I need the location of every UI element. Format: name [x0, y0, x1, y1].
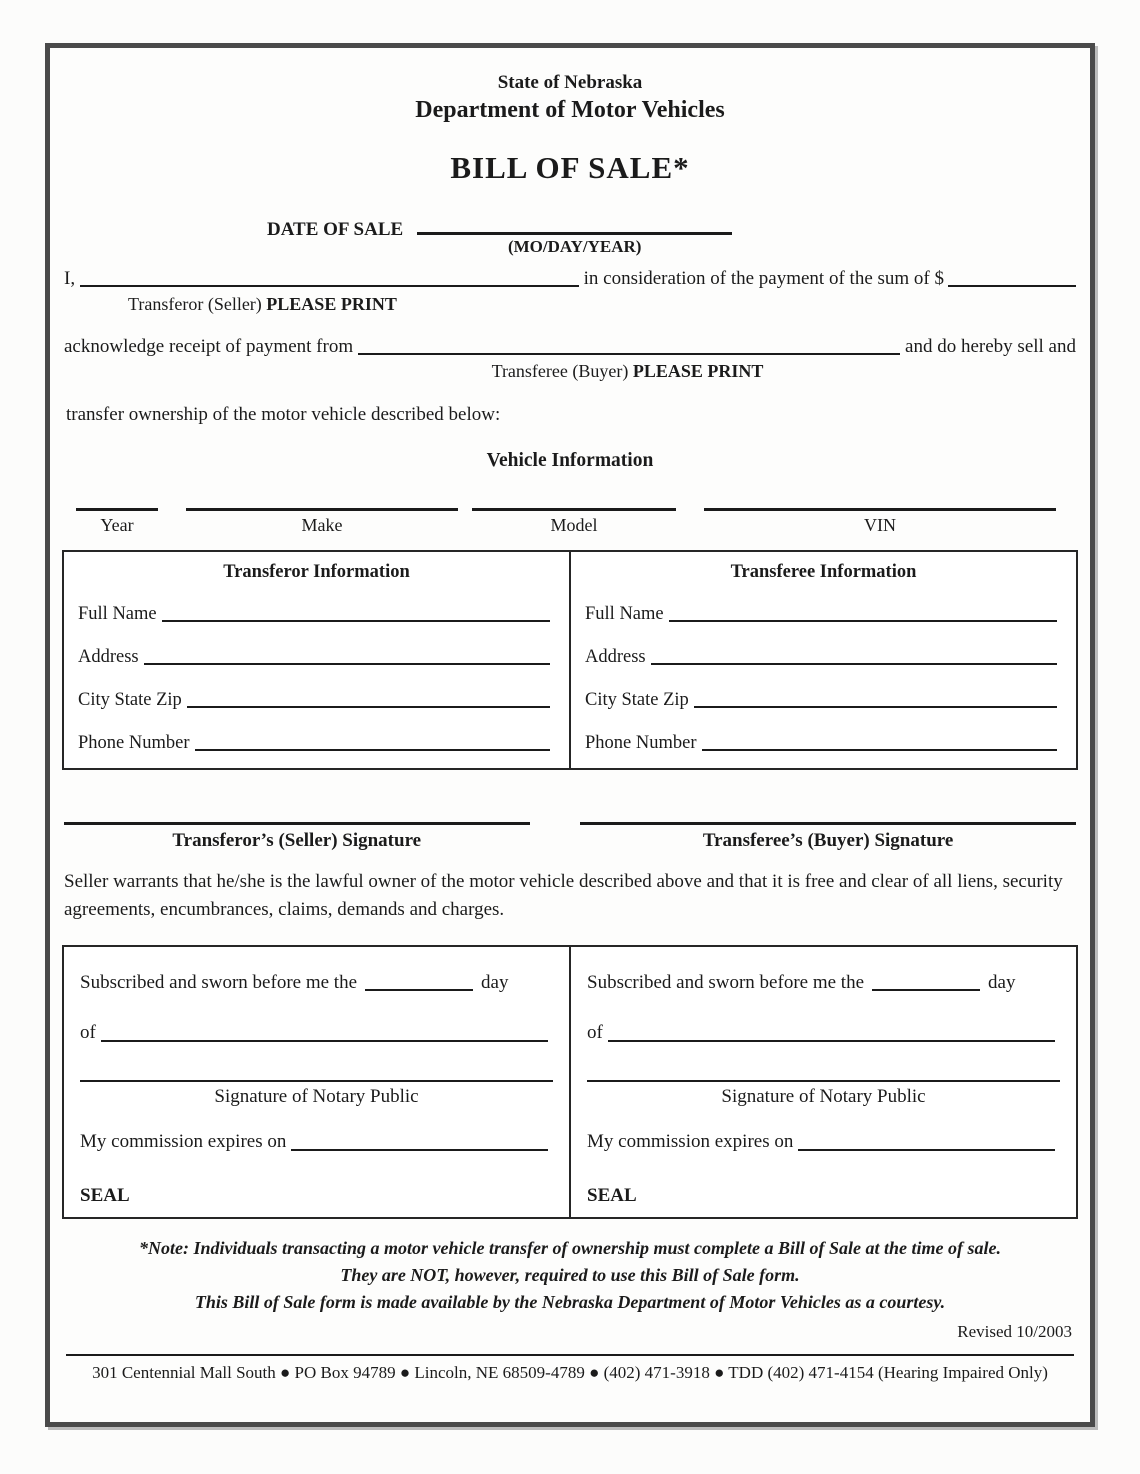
- warranty-paragraph: Seller warrants that he/she is the lawful owner of the motor vehicle described above and that it is free and clear of all liens, security agreements, encumbrances, claims, demands and charges.: [64, 870, 1063, 920]
- buyer-signature-field[interactable]: [580, 822, 1076, 825]
- buyer-caption-print: PLEASE PRINT: [632, 360, 764, 381]
- transferee-fullname-label: Full Name: [585, 603, 664, 624]
- buyer-name-field[interactable]: [358, 353, 900, 355]
- buyer-signature-group: [580, 822, 1076, 852]
- buyer-commission-field[interactable]: [798, 1149, 1055, 1151]
- footnote-block: [62, 1235, 1078, 1316]
- vehicle-vin-group: [704, 508, 1056, 536]
- consideration-label: in consideration of the payment of the sum of $: [583, 268, 944, 289]
- seller-caption: [128, 294, 1078, 315]
- buyer-signature-label: Transferee’s (Buyer) Signature: [702, 829, 954, 851]
- buyer-sworn-day-field[interactable]: [872, 987, 980, 991]
- transferee-fullname-field[interactable]: [669, 620, 1057, 622]
- seller-name-field[interactable]: [80, 285, 579, 287]
- date-of-sale-linewrap: [417, 218, 732, 256]
- seller-notary-signature-field[interactable]: [80, 1080, 553, 1082]
- vehicle-section-title: Vehicle Information: [486, 449, 654, 471]
- date-of-sale-row: [267, 218, 1078, 256]
- seller-notary-cell: [64, 947, 569, 1217]
- buyer-sworn-row: [587, 971, 1060, 996]
- commission-label: My commission expires on: [80, 1130, 287, 1152]
- transferee-info-title: Transferee Information: [730, 561, 917, 582]
- date-of-sale-label: DATE OF SALE: [267, 219, 404, 240]
- transferee-citystatezip-field[interactable]: [694, 706, 1057, 708]
- transferor-citystatezip-field[interactable]: [187, 706, 550, 708]
- transferor-phone-label: Phone Number: [78, 732, 190, 753]
- footnote-line-2: They are NOT, however, required to use this Bill of Sale form.: [340, 1264, 800, 1285]
- sworn-prefix-label: Subscribed and sworn before me the: [80, 971, 358, 993]
- buyer-notary-signature-label: Signature of Notary Public: [721, 1085, 926, 1107]
- buyer-commission-row: [587, 1130, 1060, 1155]
- seller-signature-label: Transferor’s (Seller) Signature: [172, 829, 422, 851]
- vehicle-vin-label: VIN: [864, 514, 896, 535]
- form-border-frame: [45, 43, 1095, 1427]
- sworn-day-label: day: [988, 971, 1016, 993]
- sell-suffix-label: and do hereby sell and: [905, 335, 1076, 357]
- date-format-caption: (MO/DAY/YEAR): [507, 237, 642, 256]
- seller-seal-label: SEAL: [80, 1184, 130, 1206]
- transferee-citystatezip-row: [585, 689, 1062, 712]
- sale-amount-field[interactable]: [948, 283, 1076, 287]
- of-label: of: [80, 1022, 96, 1044]
- acknowledge-label: acknowledge receipt of payment from: [64, 335, 354, 357]
- sworn-prefix-label: Subscribed and sworn before me the: [587, 971, 865, 993]
- vehicle-make-label: Make: [301, 514, 343, 535]
- buyer-sworn-month-field[interactable]: [608, 1040, 1055, 1042]
- seller-caption-print: PLEASE PRINT: [266, 293, 397, 314]
- transferee-address-field[interactable]: [651, 663, 1057, 665]
- buyer-notary-cell: [569, 947, 1076, 1217]
- transferor-fullname-row: [78, 603, 555, 626]
- transferor-fullname-label: Full Name: [78, 603, 157, 624]
- footnote-line-1: *Note: Individuals transacting a motor vehicle transfer of ownership must complete a Bill of Sale at the time of sale.: [138, 1237, 1001, 1258]
- buyer-sworn-month-row: [587, 1021, 1060, 1046]
- date-of-sale-field[interactable]: [417, 218, 732, 235]
- signatures-row: [62, 822, 1078, 852]
- revision-date: Revised 10/2003: [957, 1321, 1072, 1341]
- transferor-phone-row: [78, 732, 555, 755]
- buyer-seal-label: SEAL: [587, 1184, 637, 1206]
- of-label: of: [587, 1022, 603, 1044]
- seller-sworn-month-row: [80, 1021, 553, 1046]
- vehicle-vin-field[interactable]: [704, 508, 1056, 511]
- seller-commission-row: [80, 1130, 553, 1155]
- transferee-phone-field[interactable]: [702, 749, 1058, 751]
- buyer-caption-role: Transferee (Buyer): [491, 360, 629, 381]
- buyer-payment-row: [62, 335, 1078, 359]
- seller-sworn-day-field[interactable]: [365, 987, 473, 991]
- buyer-notary-signature-field[interactable]: [587, 1080, 1060, 1082]
- transferor-address-label: Address: [78, 646, 139, 667]
- transferor-citystatezip-label: City State Zip: [78, 689, 182, 710]
- vehicle-fields-row: [62, 508, 1078, 536]
- vehicle-model-label: Model: [550, 514, 598, 535]
- vehicle-model-field[interactable]: [472, 508, 676, 511]
- transferee-fullname-row: [585, 603, 1062, 626]
- seller-caption-role: Transferor (Seller): [128, 293, 262, 314]
- transferor-address-field[interactable]: [144, 663, 550, 665]
- seller-signature-group: [64, 822, 530, 852]
- vehicle-year-group: [76, 508, 158, 536]
- seller-signature-field[interactable]: [64, 822, 530, 825]
- transferee-info-cell: [569, 552, 1076, 768]
- buyer-caption: [62, 361, 1078, 382]
- notary-table: [62, 945, 1078, 1219]
- vehicle-make-group: [186, 508, 458, 536]
- transfer-ownership-text: transfer ownership of the motor vehicle described below:: [66, 403, 501, 425]
- i-prefix-label: I,: [64, 268, 76, 289]
- agency-state-name: State of Nebraska: [497, 72, 643, 93]
- party-info-table: [62, 550, 1078, 770]
- transferor-info-cell: [64, 552, 569, 768]
- transferor-phone-field[interactable]: [195, 749, 551, 751]
- footnote-line-3: This Bill of Sale form is made available by the Nebraska Department of Motor Vehicles as a courtesy.: [194, 1291, 946, 1312]
- transferor-fullname-field[interactable]: [162, 620, 550, 622]
- seller-sworn-month-field[interactable]: [101, 1040, 548, 1042]
- seller-notary-signature-label: Signature of Notary Public: [214, 1085, 419, 1107]
- sworn-day-label: day: [481, 971, 509, 993]
- transferor-citystatezip-row: [78, 689, 555, 712]
- seller-commission-field[interactable]: [291, 1149, 548, 1151]
- transferor-info-title: Transferor Information: [223, 561, 410, 582]
- form-title: BILL OF SALE*: [450, 150, 690, 185]
- transferee-address-label: Address: [585, 646, 646, 667]
- transferee-phone-label: Phone Number: [585, 732, 697, 753]
- vehicle-year-label: Year: [100, 514, 134, 535]
- transferee-address-row: [585, 646, 1062, 669]
- agency-dept-name: Department of Motor Vehicles: [415, 97, 725, 123]
- seller-sworn-row: [80, 971, 553, 996]
- seller-declaration-row: [62, 267, 1078, 291]
- vehicle-model-group: [472, 508, 676, 536]
- vehicle-make-field[interactable]: [186, 508, 458, 511]
- transferee-citystatezip-label: City State Zip: [585, 689, 689, 710]
- transferee-phone-row: [585, 732, 1062, 755]
- agency-address-footer: 301 Centennial Mall South ● PO Box 94789 ● Lincoln, NE 68509-4789 ● (402) 471-3918 ● TDD (402) 471-4154 (Hearing Impaired Only): [66, 1354, 1074, 1383]
- transferor-address-row: [78, 646, 555, 669]
- vehicle-year-field[interactable]: [76, 508, 158, 511]
- commission-label: My commission expires on: [587, 1130, 794, 1152]
